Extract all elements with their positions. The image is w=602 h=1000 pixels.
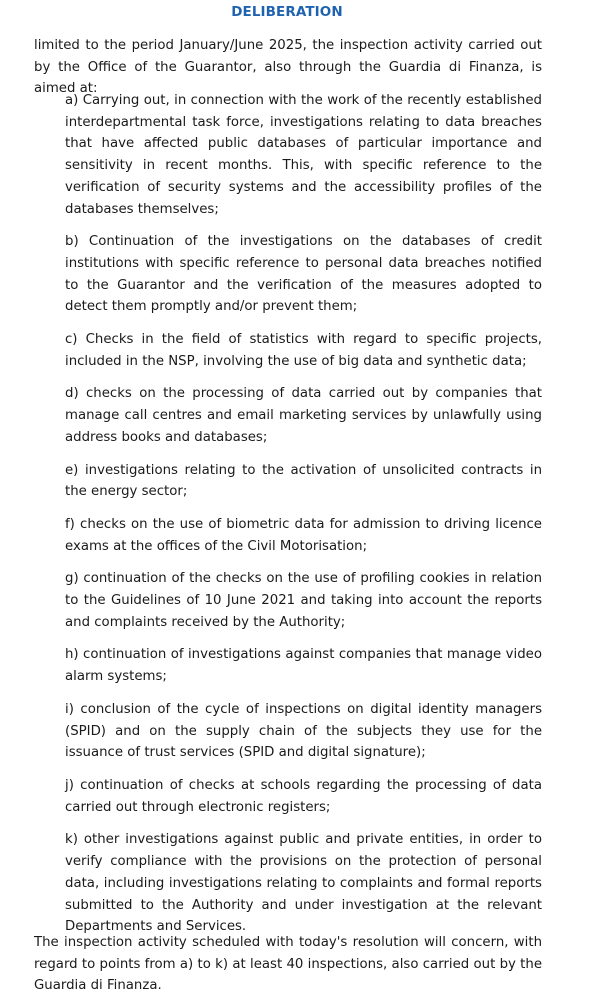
list-item-j: j) continuation of checks at schools regarding the processing of data carried out through electronic registers;	[65, 777, 542, 815]
outro-paragraph: The inspection activity scheduled with today's resolution will concern, with regard to points from a) to k) at least 40 inspections, also carried out by the Guardia di Finanza.	[34, 935, 542, 994]
intro-paragraph: limited to the period January/June 2025, the inspection activity carried out by the Office of the Guarantor, also through the Guardia di Finanza, is aimed at:	[34, 38, 542, 97]
list-item-f: f) checks on the use of biometric data for admission to driving licence exams at the offices of the Civil Motorisation;	[65, 516, 542, 554]
list-item-c: c) Checks in the field of statistics with regard to specific projects, included in the NSP, involving the use of big data and synthetic data;	[65, 332, 542, 369]
list-item-i: i) conclusion of the cycle of inspections on digital identity managers (SPID) and on the supply chain of the subjects they use for the issuance of trust services (SPID and digital signature);	[65, 701, 542, 761]
list-item-b: b) Continuation of the investigations on the databases of credit institutions with specific reference to personal data breaches notified to the Guarantor and the verification of the measures adopted to detect them promptly and/or prevent them;	[65, 234, 542, 315]
list-item-e: e) investigations relating to the activation of unsolicited contracts in the energy sector;	[65, 462, 542, 500]
list-item-d: d) checks on the processing of data carried out by companies that manage call centres and email marketing services by unlawfully using address books and databases;	[65, 386, 542, 445]
list-item-k: k) other investigations against public and private entities, in order to verify compliance with the provisions on the protection of personal data, including investigations relating to complaints and formal reports submitted to the Authority and under investigation at the relevant Departments and Services.	[65, 832, 542, 935]
document-title: DELIBERATION	[231, 4, 343, 20]
inspection-list	[65, 90, 542, 949]
list-item-g: g) continuation of the checks on the use of profiling cookies in relation to the Guidelines of 10 June 2021 and taking into account the reports and complaints received by the Authority;	[65, 571, 542, 630]
list-item-h: h) continuation of investigations against companies that manage video alarm systems;	[65, 647, 542, 685]
list-item-a: a) Carrying out, in connection with the work of the recently established interdepartmental task force, investigations relating to data breaches that have affected public databases of particular importance and sensitivity in recent months. This, with specific reference to the verification of security systems and the accessibility profiles of the databases themselves;	[65, 93, 542, 217]
